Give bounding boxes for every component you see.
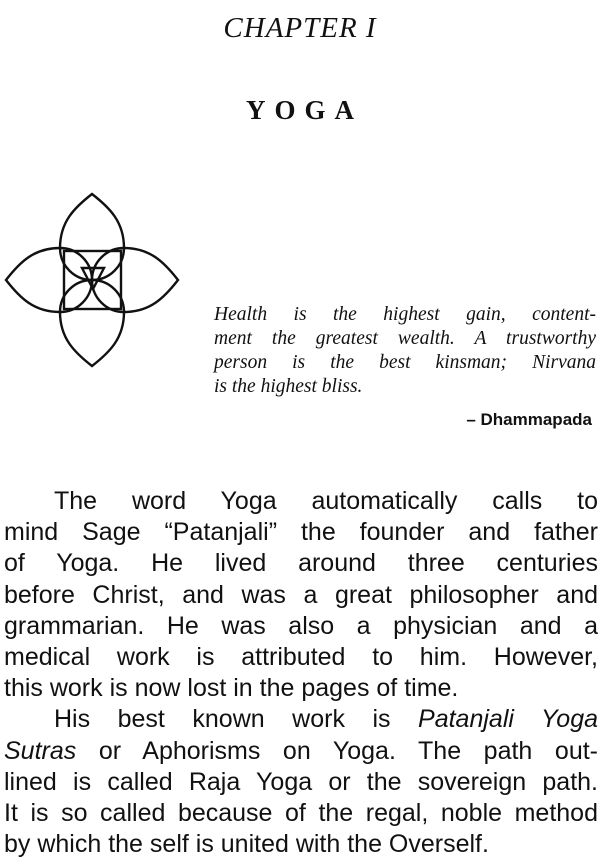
paragraph-line: grammarian. He was also a physician and a: [4, 611, 598, 640]
epigraph-line: is the highest bliss.: [214, 376, 363, 397]
paragraph-line: mind Sage “Patanjali” the founder and father: [4, 518, 598, 547]
paragraph-line: lined is called Raja Yoga or the sovereign path.: [4, 767, 598, 796]
paragraph-line: of Yoga. He lived around three centuries: [4, 549, 598, 578]
paragraph-line: before Christ, and was a great philosopher and: [4, 580, 598, 609]
paragraph-line: [4, 736, 598, 767]
chapter-title: YOGA: [246, 95, 363, 125]
book-title-italic: Sutras: [4, 736, 77, 765]
paragraph-line: [4, 704, 598, 735]
paragraph-line: by which the self is united with the Overself.: [4, 830, 489, 859]
book-title-italic: Patanjali Yoga: [418, 705, 598, 734]
chapter-label: CHAPTER I: [223, 12, 377, 44]
body-text: [4, 486, 598, 860]
line-text: or Aphorisms on Yoga. The path out-: [76, 736, 598, 765]
paragraph-line: this work is now lost in the pages of time.: [4, 674, 459, 703]
line-text: His best known work is: [54, 705, 419, 734]
epigraph-attribution: – Dhammapada: [466, 410, 592, 429]
paragraph-line: The word Yoga automatically calls to: [54, 487, 598, 515]
paragraph-line: It is so called because of the regal, noble method: [4, 799, 598, 828]
epigraph-line: ment the greatest wealth. A trustworthy: [214, 328, 596, 349]
epigraph: [214, 303, 596, 399]
epigraph-line: person is the best kinsman; Nirvana: [214, 352, 596, 373]
lotus-triangle-mandala-icon: [4, 188, 180, 372]
paragraph-line: medical work is attributed to him. However,: [4, 643, 598, 672]
epigraph-line: Health is the highest gain, content-: [214, 304, 596, 325]
